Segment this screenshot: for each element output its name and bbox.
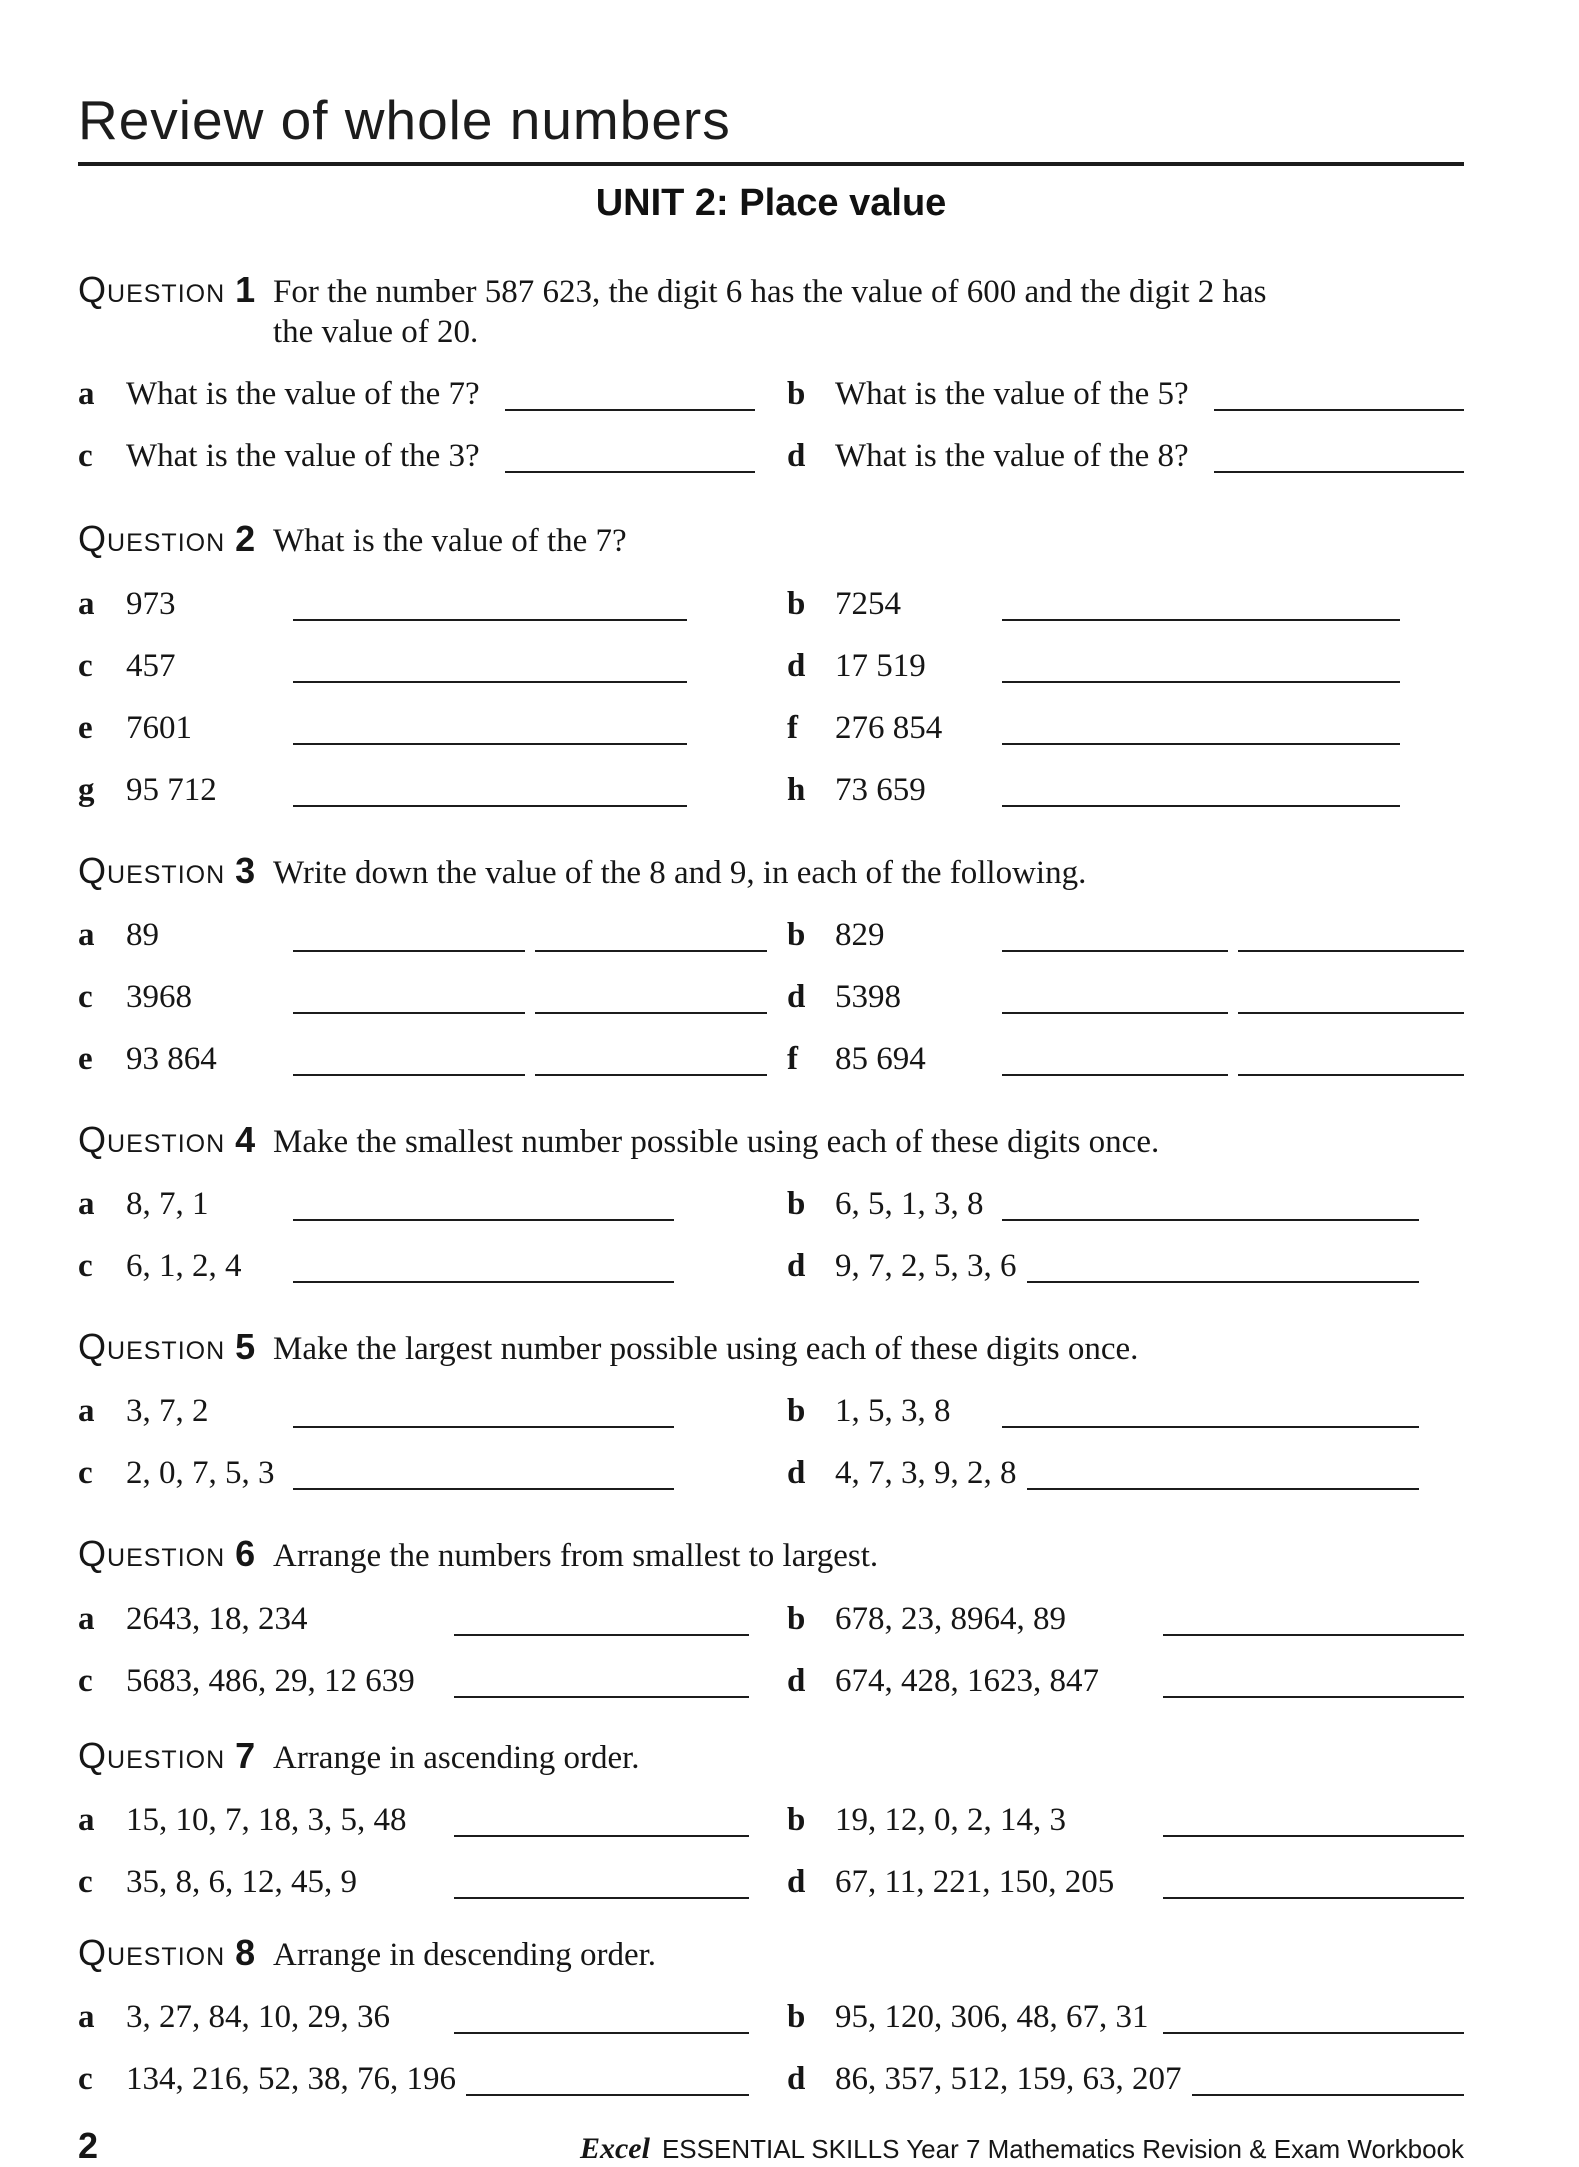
worksheet-item-8d: [787, 2061, 1464, 2098]
item-letter: a: [78, 585, 95, 622]
item-value: 4, 7, 3, 9, 2, 8: [835, 1455, 1017, 1492]
item-value: 85 694: [835, 1040, 926, 1077]
worksheet-item-1c: [78, 438, 787, 475]
footer-brand: Excel: [579, 2132, 650, 2165]
question-7: [78, 1735, 1464, 1904]
answer-line: [535, 994, 767, 1014]
worksheet-item-7b: [787, 1802, 1464, 1839]
question-prompt: Make the largest number possible using each of these digits once.: [273, 1331, 1139, 1367]
worksheet-item-2c: [78, 648, 787, 685]
worksheet-item-1d: [787, 438, 1464, 475]
answer-line: [1002, 1408, 1419, 1428]
answer-row: [78, 1864, 1464, 1904]
worksheet-item-5d: [787, 1455, 1464, 1492]
question-number: 1: [235, 268, 256, 310]
item-value: 95 712: [126, 771, 217, 808]
answer-line: [1027, 1263, 1420, 1283]
worksheet-page: [78, 0, 1464, 2167]
item-value: 9, 7, 2, 5, 3, 6: [835, 1248, 1017, 1284]
item-letter: h: [787, 771, 806, 808]
question-2: [78, 518, 1464, 811]
answer-row: [78, 2061, 1464, 2101]
worksheet-item-3f: [787, 1041, 1464, 1078]
question-number: 2: [235, 518, 256, 560]
worksheet-item-5a: [78, 1393, 787, 1430]
question-word: Question: [78, 1734, 226, 1776]
item-letter: b: [787, 376, 806, 413]
item-value: 3968: [126, 978, 192, 1015]
question-number: 6: [235, 1533, 256, 1575]
answer-row: [78, 586, 1464, 626]
item-value: 2643, 18, 234: [126, 1600, 308, 1637]
footer-series: ESSENTIAL SKILLS Year 7 Mathematics Revision & Exam Workbook: [661, 2134, 1464, 2164]
item-letter: b: [787, 585, 806, 622]
worksheet-item-3a: [78, 917, 787, 954]
item-letter: d: [787, 438, 806, 475]
question-prompt: What is the value of the 7?: [273, 523, 627, 560]
question-5-header: [78, 1326, 1464, 1369]
item-value: 3, 27, 84, 10, 29, 36: [126, 1999, 390, 2035]
question-4: [78, 1119, 1464, 1288]
item-value: 674, 428, 1623, 847: [835, 1662, 1099, 1699]
worksheet-item-2e: [78, 710, 787, 747]
item-letter: c: [78, 1863, 93, 1900]
answer-line: [1163, 1817, 1464, 1837]
item-letter: b: [787, 1600, 806, 1637]
answer-row: [78, 917, 1464, 957]
item-value: 829: [835, 916, 885, 953]
item-letter: b: [787, 1801, 806, 1838]
question-word: Question: [78, 1533, 226, 1575]
question-prompt: Write down the value of the 8 and 9, in each of the following.: [273, 854, 1087, 891]
answer-line: [1238, 932, 1464, 952]
item-letter: d: [787, 978, 806, 1015]
answer-row: [78, 1663, 1464, 1703]
question-prompt: Arrange the numbers from smallest to largest.: [273, 1538, 879, 1575]
answer-line: [293, 1470, 674, 1490]
item-letter: g: [78, 771, 95, 808]
answer-row: [78, 1248, 1464, 1288]
worksheet-item-1b: [787, 376, 1464, 413]
item-value: 5683, 486, 29, 12 639: [126, 1662, 415, 1699]
item-text: What is the value of the 8?: [835, 438, 1189, 475]
answer-row: [78, 1601, 1464, 1641]
item-letter: a: [78, 1186, 95, 1222]
item-value: 8, 7, 1: [126, 1186, 209, 1222]
worksheet-item-2g: [78, 772, 787, 809]
item-value: 7601: [126, 709, 192, 746]
item-letter: a: [78, 1801, 95, 1838]
question-number: 8: [235, 1931, 256, 1973]
worksheet-item-2d: [787, 648, 1464, 685]
question-prompt: [273, 272, 1464, 353]
answer-line: [1163, 1879, 1464, 1899]
answer-row: [78, 1041, 1464, 1081]
answer-line: [505, 453, 755, 473]
worksheet-item-8b: [787, 1999, 1464, 2036]
answer-row: [78, 376, 1464, 416]
question-number: 3: [235, 849, 256, 891]
question-1-header: [78, 269, 1464, 353]
item-value: 35, 8, 6, 12, 45, 9: [126, 1863, 357, 1900]
answer-line: [1238, 1056, 1464, 1076]
answer-line: [293, 663, 687, 683]
item-value: 7254: [835, 585, 901, 622]
answer-row: [78, 1186, 1464, 1226]
item-text: What is the value of the 3?: [126, 438, 480, 475]
item-letter: c: [78, 438, 93, 475]
answer-line: [454, 1678, 749, 1698]
item-letter: d: [787, 1863, 806, 1900]
question-5: [78, 1326, 1464, 1495]
worksheet-item-1a: [78, 376, 787, 413]
item-letter: e: [78, 1040, 93, 1077]
answer-line: [293, 725, 687, 745]
item-letter: b: [787, 1186, 806, 1222]
answer-line: [1214, 391, 1464, 411]
answer-line: [454, 1616, 749, 1636]
worksheet-item-6d: [787, 1663, 1464, 1700]
item-letter: d: [787, 1248, 806, 1284]
item-letter: a: [78, 1393, 95, 1430]
item-letter: a: [78, 376, 95, 413]
answer-row: [78, 1999, 1464, 2039]
item-value: 457: [126, 647, 176, 684]
worksheet-item-3c: [78, 979, 787, 1016]
answer-line: [293, 1263, 674, 1283]
question-number: 4: [235, 1118, 256, 1160]
question-label: [78, 850, 273, 892]
item-value: 19, 12, 0, 2, 14, 3: [835, 1801, 1066, 1838]
item-letter: f: [787, 709, 798, 746]
answer-line: [293, 1201, 674, 1221]
worksheet-item-3d: [787, 979, 1464, 1016]
answer-line: [1192, 2076, 1465, 2096]
answer-line: [1002, 994, 1228, 1014]
answer-line: [1214, 453, 1464, 473]
question-prompt: Make the smallest number possible using each of these digits once.: [273, 1123, 1160, 1160]
question-4-header: [78, 1119, 1464, 1162]
question-prompt: Arrange in ascending order.: [273, 1739, 640, 1776]
item-letter: c: [78, 978, 93, 1015]
item-value: 6, 1, 2, 4: [126, 1248, 242, 1284]
item-value: 973: [126, 585, 176, 622]
answer-line: [1002, 1056, 1228, 1076]
worksheet-item-3e: [78, 1041, 787, 1078]
answer-row: [78, 648, 1464, 688]
item-letter: d: [787, 1455, 806, 1492]
item-value: 89: [126, 916, 159, 953]
question-label: [78, 1119, 273, 1161]
answer-line: [454, 1879, 749, 1899]
answer-line: [466, 2076, 749, 2096]
answer-line: [1002, 663, 1400, 683]
item-letter: d: [787, 2061, 806, 2097]
footer-page-number: 2: [78, 2125, 99, 2166]
footer-book-title: [580, 2132, 1464, 2166]
question-label: [78, 1932, 273, 1974]
answer-line: [1027, 1470, 1420, 1490]
question-word: Question: [78, 1931, 226, 1973]
worksheet-item-2f: [787, 710, 1464, 747]
item-value: 17 519: [835, 647, 926, 684]
question-number: 7: [235, 1734, 256, 1776]
question-6: [78, 1533, 1464, 1702]
item-value: 67, 11, 221, 150, 205: [835, 1863, 1115, 1900]
worksheet-item-7a: [78, 1802, 787, 1839]
item-letter: a: [78, 916, 95, 953]
question-label: [78, 1735, 273, 1777]
answer-row: [78, 438, 1464, 478]
item-text: What is the value of the 7?: [126, 376, 480, 413]
item-value: 678, 23, 8964, 89: [835, 1600, 1066, 1637]
item-value: 15, 10, 7, 18, 3, 5, 48: [126, 1801, 407, 1838]
answer-line: [293, 932, 525, 952]
answer-line: [535, 1056, 767, 1076]
question-word: Question: [78, 1326, 226, 1367]
item-letter: b: [787, 1393, 806, 1430]
item-letter: c: [78, 1662, 93, 1699]
question-number: 5: [235, 1326, 256, 1367]
worksheet-item-4c: [78, 1248, 787, 1285]
prompt-line: the value of 20.: [273, 314, 479, 350]
answer-line: [293, 601, 687, 621]
worksheet-item-7d: [787, 1864, 1464, 1901]
worksheet-item-4b: [787, 1186, 1464, 1223]
question-prompt: Arrange in descending order.: [273, 1936, 657, 1973]
item-letter: c: [78, 1248, 93, 1284]
worksheet-item-2b: [787, 586, 1464, 623]
question-word: Question: [78, 1118, 226, 1160]
item-letter: a: [78, 1600, 95, 1637]
answer-row: [78, 1393, 1464, 1433]
question-label: [78, 269, 273, 311]
answer-line: [1002, 787, 1400, 807]
question-3: [78, 850, 1464, 1081]
item-value: 276 854: [835, 709, 943, 746]
answer-line: [1002, 725, 1400, 745]
worksheet-item-7c: [78, 1864, 787, 1901]
answer-line: [1002, 932, 1228, 952]
worksheet-item-2h: [787, 772, 1464, 809]
worksheet-item-5b: [787, 1393, 1464, 1430]
question-3-header: [78, 850, 1464, 893]
question-2-header: [78, 518, 1464, 561]
worksheet-item-6a: [78, 1601, 787, 1638]
item-value: 93 864: [126, 1040, 217, 1077]
answer-row: [78, 1455, 1464, 1495]
item-letter: b: [787, 1999, 806, 2035]
question-label: [78, 518, 273, 560]
answer-line: [454, 2014, 749, 2034]
answer-row: [78, 979, 1464, 1019]
title-rule: [78, 162, 1464, 166]
answer-line: [1238, 994, 1464, 1014]
item-value: 6, 5, 1, 3, 8: [835, 1186, 984, 1222]
item-letter: e: [78, 709, 93, 746]
worksheet-item-5c: [78, 1455, 787, 1492]
worksheet-item-2a: [78, 586, 787, 623]
item-letter: a: [78, 1999, 95, 2035]
answer-line: [293, 1056, 525, 1076]
item-value: 1, 5, 3, 8: [835, 1393, 951, 1430]
worksheet-item-6b: [787, 1601, 1464, 1638]
question-8-header: [78, 1932, 1464, 1975]
item-value: 134, 216, 52, 38, 76, 196: [126, 2061, 456, 2097]
item-value: 95, 120, 306, 48, 67, 31: [835, 1999, 1149, 2035]
item-letter: d: [787, 647, 806, 684]
item-value: 5398: [835, 978, 901, 1015]
worksheet-item-4a: [78, 1186, 787, 1223]
answer-line: [505, 391, 755, 411]
item-value: 86, 357, 512, 159, 63, 207: [835, 2061, 1182, 2097]
item-letter: c: [78, 2061, 93, 2097]
question-word: Question: [78, 268, 226, 310]
item-letter: c: [78, 647, 93, 684]
question-7-header: [78, 1735, 1464, 1778]
worksheet-item-3b: [787, 917, 1464, 954]
item-letter: d: [787, 1662, 806, 1699]
worksheet-item-6c: [78, 1663, 787, 1700]
answer-row: [78, 1802, 1464, 1842]
answer-row: [78, 710, 1464, 750]
answer-line: [1002, 601, 1400, 621]
page-footer: [78, 2125, 1464, 2167]
answer-line: [1163, 2014, 1464, 2034]
question-8: [78, 1932, 1464, 2101]
answer-line: [293, 1408, 674, 1428]
prompt-line: For the number 587 623, the digit 6 has the value of 600 and the digit 2 has: [273, 273, 1267, 310]
worksheet-item-4d: [787, 1248, 1464, 1285]
item-text: What is the value of the 5?: [835, 376, 1189, 413]
unit-heading: UNIT 2: Place value: [595, 181, 947, 224]
worksheet-item-8a: [78, 1999, 787, 2036]
answer-row: [78, 772, 1464, 812]
question-1: [78, 269, 1464, 479]
answer-line: [454, 1817, 749, 1837]
item-letter: b: [787, 916, 806, 953]
question-6-header: [78, 1533, 1464, 1576]
question-label: [78, 1326, 273, 1368]
answer-line: [1002, 1201, 1419, 1221]
item-value: 3, 7, 2: [126, 1393, 209, 1430]
answer-line: [1163, 1616, 1464, 1636]
question-word: Question: [78, 518, 226, 560]
item-letter: f: [787, 1040, 798, 1077]
item-letter: c: [78, 1455, 93, 1492]
question-word: Question: [78, 849, 226, 891]
worksheet-item-8c: [78, 2061, 787, 2098]
answer-line: [293, 994, 525, 1014]
answer-line: [535, 932, 767, 952]
answer-line: [1163, 1678, 1464, 1698]
item-value: 73 659: [835, 771, 926, 808]
item-value: 2, 0, 7, 5, 3: [126, 1455, 275, 1492]
answer-line: [293, 787, 687, 807]
page-title: Review of whole numbers: [78, 89, 731, 151]
question-label: [78, 1533, 273, 1575]
